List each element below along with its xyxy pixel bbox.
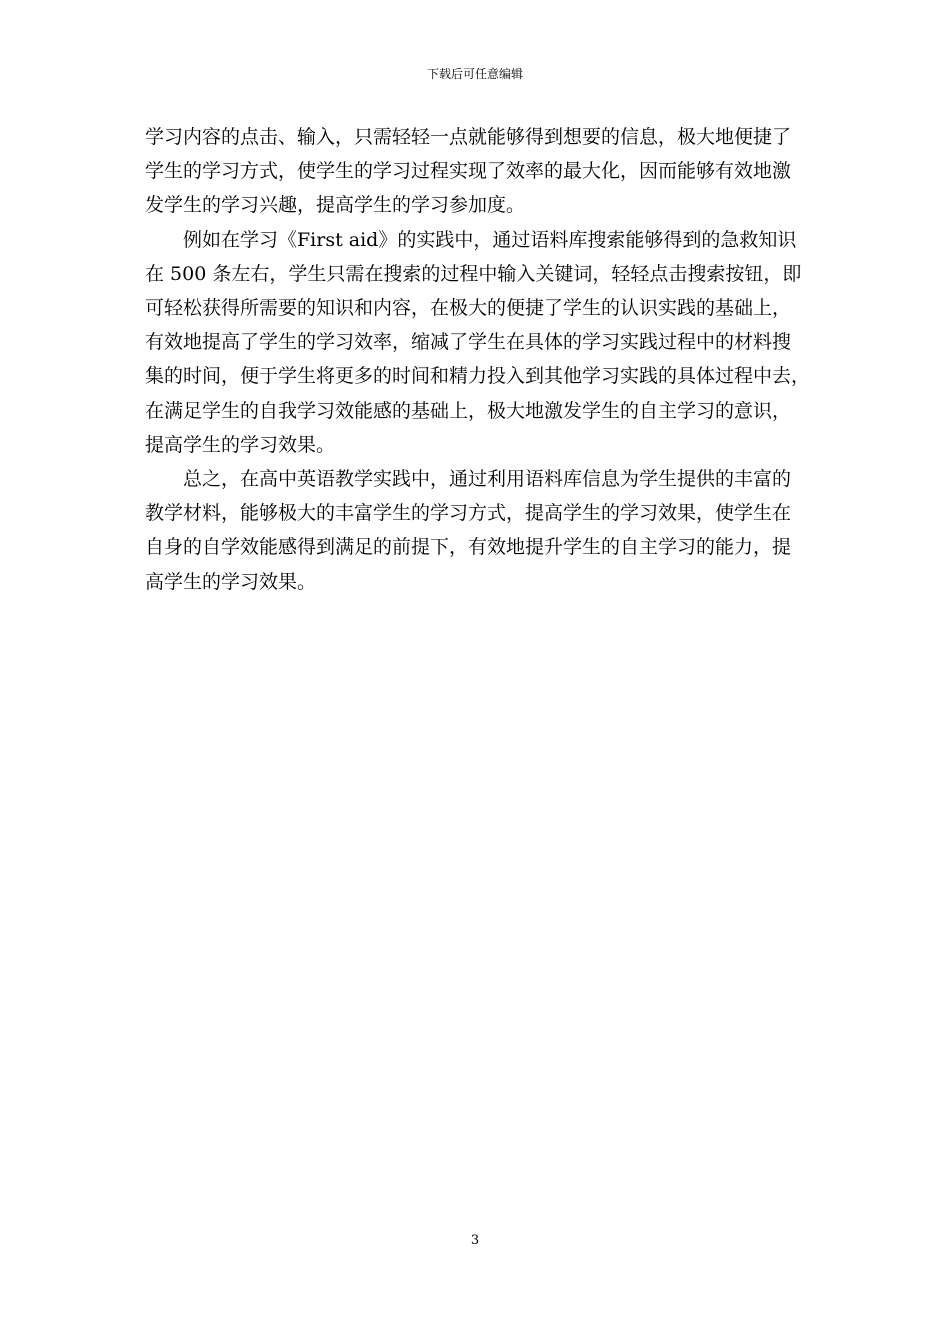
page-header: 下载后可任意编辑 [426, 67, 523, 81]
paragraph-line: 高学生的学习效果。 [145, 570, 317, 593]
paragraph-line: 发学生的学习兴趣，提高学生的学习参加度。 [145, 194, 526, 217]
paragraph-line: 学生的学习方式，使学生的学习过程实现了效率的最大化，因而能够有效地激 [145, 160, 792, 183]
paragraph-line: 在 500 条左右，学生只需在搜索的过程中输入关键词，轻轻点击搜索按钮，即 [145, 262, 802, 285]
paragraph-2 [145, 223, 820, 462]
paragraph-line: 自身的自学效能感得到满足的前提下，有效地提升学生的自主学习的能力，提 [145, 536, 792, 559]
paragraph-line: 在满足学生的自我学习效能感的基础上，极大地激发学生的自主学习的意识， [145, 399, 792, 422]
paragraph-1 [145, 120, 820, 223]
paragraph-line: 提高学生的学习效果。 [145, 433, 336, 456]
paragraph-line: 有效地提高了学生的学习效率，缩减了学生在具体的学习实践过程中的材料搜 [145, 331, 792, 354]
paragraph-line: 例如在学习《First aid》的实践中，通过语料库搜索能够得到的急救知识 [183, 228, 797, 251]
paragraph-line: 学习内容的点击、输入，只需轻轻一点就能够得到想要的信息，极大地便捷了 [145, 126, 792, 148]
paragraph-3 [145, 462, 820, 599]
page-number: 3 [470, 1233, 480, 1248]
paragraph-line: 可轻松获得所需要的知识和内容，在极大的便捷了学生的认识实践的基础上， [145, 297, 792, 320]
paragraph-line: 总之，在高中英语教学实践中，通过利用语料库信息为学生提供的丰富的 [183, 468, 792, 491]
document-body [145, 120, 820, 599]
paragraph-line: 集的时间，便于学生将更多的时间和精力投入到其他学习实践的具体过程中去， [145, 365, 811, 388]
paragraph-line: 教学材料，能够极大的丰富学生的学习方式，提高学生的学习效果，使学生在 [145, 502, 792, 525]
